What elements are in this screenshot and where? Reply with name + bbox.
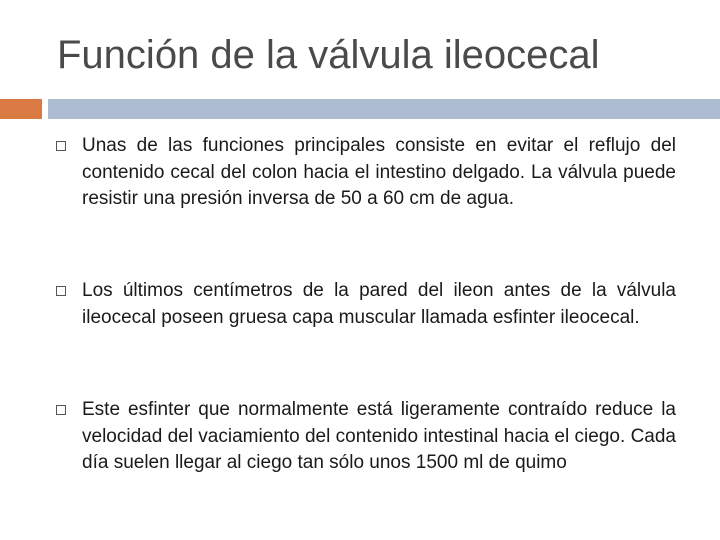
- slide-title: Función de la válvula ileocecal: [57, 33, 600, 77]
- hollow-square-icon: [56, 141, 66, 151]
- bullet-text: Este esfinter que normalmente está ligeramente contraído reduce la velocidad del vaciamiento del contenido intestinal hacia el ciego. Cada día suelen llegar al ciego tan sólo unos 1500 ml de quimo: [82, 399, 676, 473]
- bullet-text: Los últimos centímetros de la pared del ileon antes de la válvula ileocecal poseen gruesa capa muscular llamada esfinter ileocecal.: [82, 280, 676, 328]
- bullet-text: Unas de las funciones principales consiste en evitar el reflujo del contenido cecal del colon hacia el intestino delgado. La válvula puede resistir una presión inversa de 50 a 60 cm de agua.: [82, 135, 676, 209]
- hollow-square-icon: [56, 286, 66, 296]
- hollow-square-icon: [56, 405, 66, 415]
